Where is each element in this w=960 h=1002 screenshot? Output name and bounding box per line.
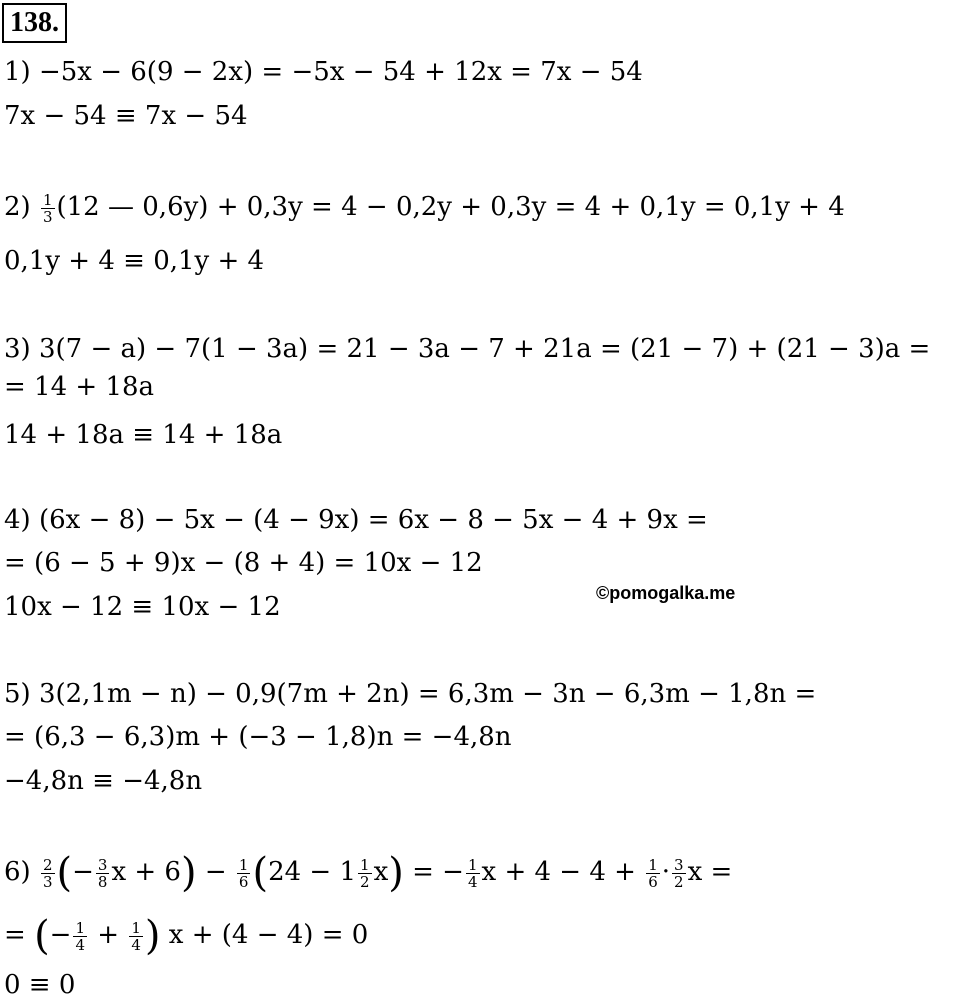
fraction: $\frac{1}{3}$	[42, 190, 53, 226]
line-3	[4, 190, 845, 225]
paren-open: (	[56, 850, 73, 896]
line-14: 6) $\frac{2}{3}$ (− $\frac{3}{8}$ x + 6) − $\frac{1}{6}$ (24 − 1 $\frac{1}{2}$ x) = − $\frac{1}{4}$ x + 4 − 4 + $\frac{1}{6}$ · $\frac{3}{2}$ x =	[4, 850, 733, 896]
line-13: −4,8n ≡ −4,8n	[4, 766, 203, 796]
line-7: 14 + 18a ≡ 14 + 18a	[4, 420, 283, 450]
line-6: = 14 + 18a	[4, 372, 155, 402]
fraction: $\frac{3}{2}$	[674, 855, 684, 891]
line-12: = (6,3 − 6,3)m + (−3 − 1,8)n = −4,8n	[4, 722, 512, 752]
line-15: = (− $\frac{1}{4}$ + $\frac{1}{4}$ ) x + (4 − 4) = 0	[4, 913, 369, 959]
paren-close: )	[180, 850, 197, 896]
line-2: 7x − 54 ≡ 7x − 54	[4, 101, 248, 131]
line-5: 3) 3(7 − a) − 7(1 − 3a) = 21 − 3a − 7 + 21a = (21 − 7) + (21 − 3)a =	[4, 334, 931, 364]
fraction: $\frac{3}{8}$	[97, 855, 108, 891]
line-9: = (6 − 5 + 9)x − (8 + 4) = 10x − 12	[4, 548, 483, 578]
fraction: $\frac{1}{4}$	[467, 855, 478, 891]
line-8: 4) (6x − 8) − 5x − (4 − 9x) = 6x − 8 − 5x − 4 + 9x =	[4, 505, 708, 535]
fraction: $\frac{1}{2}$	[360, 855, 370, 891]
line-16: 0 ≡ 0	[4, 970, 76, 1000]
fraction: $\frac{2}{3}$	[42, 855, 53, 891]
paren-open: (	[252, 850, 269, 896]
paren-close: )	[388, 850, 404, 896]
line-3-rest: (12 — 0,6y) + 0,3y = 4 − 0,2y + 0,3y = 4 + 0,1y = 0,1y + 4	[56, 192, 845, 222]
fraction: $\frac{1}{4}$	[131, 918, 141, 954]
paren-close: )	[144, 913, 161, 959]
paren-open: (	[34, 913, 50, 959]
line-11: 5) 3(2,1m − n) − 0,9(7m + 2n) = 6,3m − 3n − 6,3m − 1,8n =	[4, 679, 817, 709]
line-10: 10x − 12 ≡ 10x − 12	[4, 592, 281, 622]
watermark: ©pomogalka.me	[596, 583, 736, 603]
fraction: $\frac{1}{6}$	[648, 855, 658, 891]
line-3-prefix: 2)	[4, 192, 39, 222]
line-4: 0,1y + 4 ≡ 0,1y + 4	[4, 246, 265, 276]
line-1: 1) −5x − 6(9 − 2x) = −5x − 54 + 12x = 7x − 54	[4, 57, 643, 87]
fraction: $\frac{1}{6}$	[238, 855, 249, 891]
problem-number: 138.	[2, 3, 67, 43]
fraction: $\frac{1}{4}$	[75, 918, 86, 954]
